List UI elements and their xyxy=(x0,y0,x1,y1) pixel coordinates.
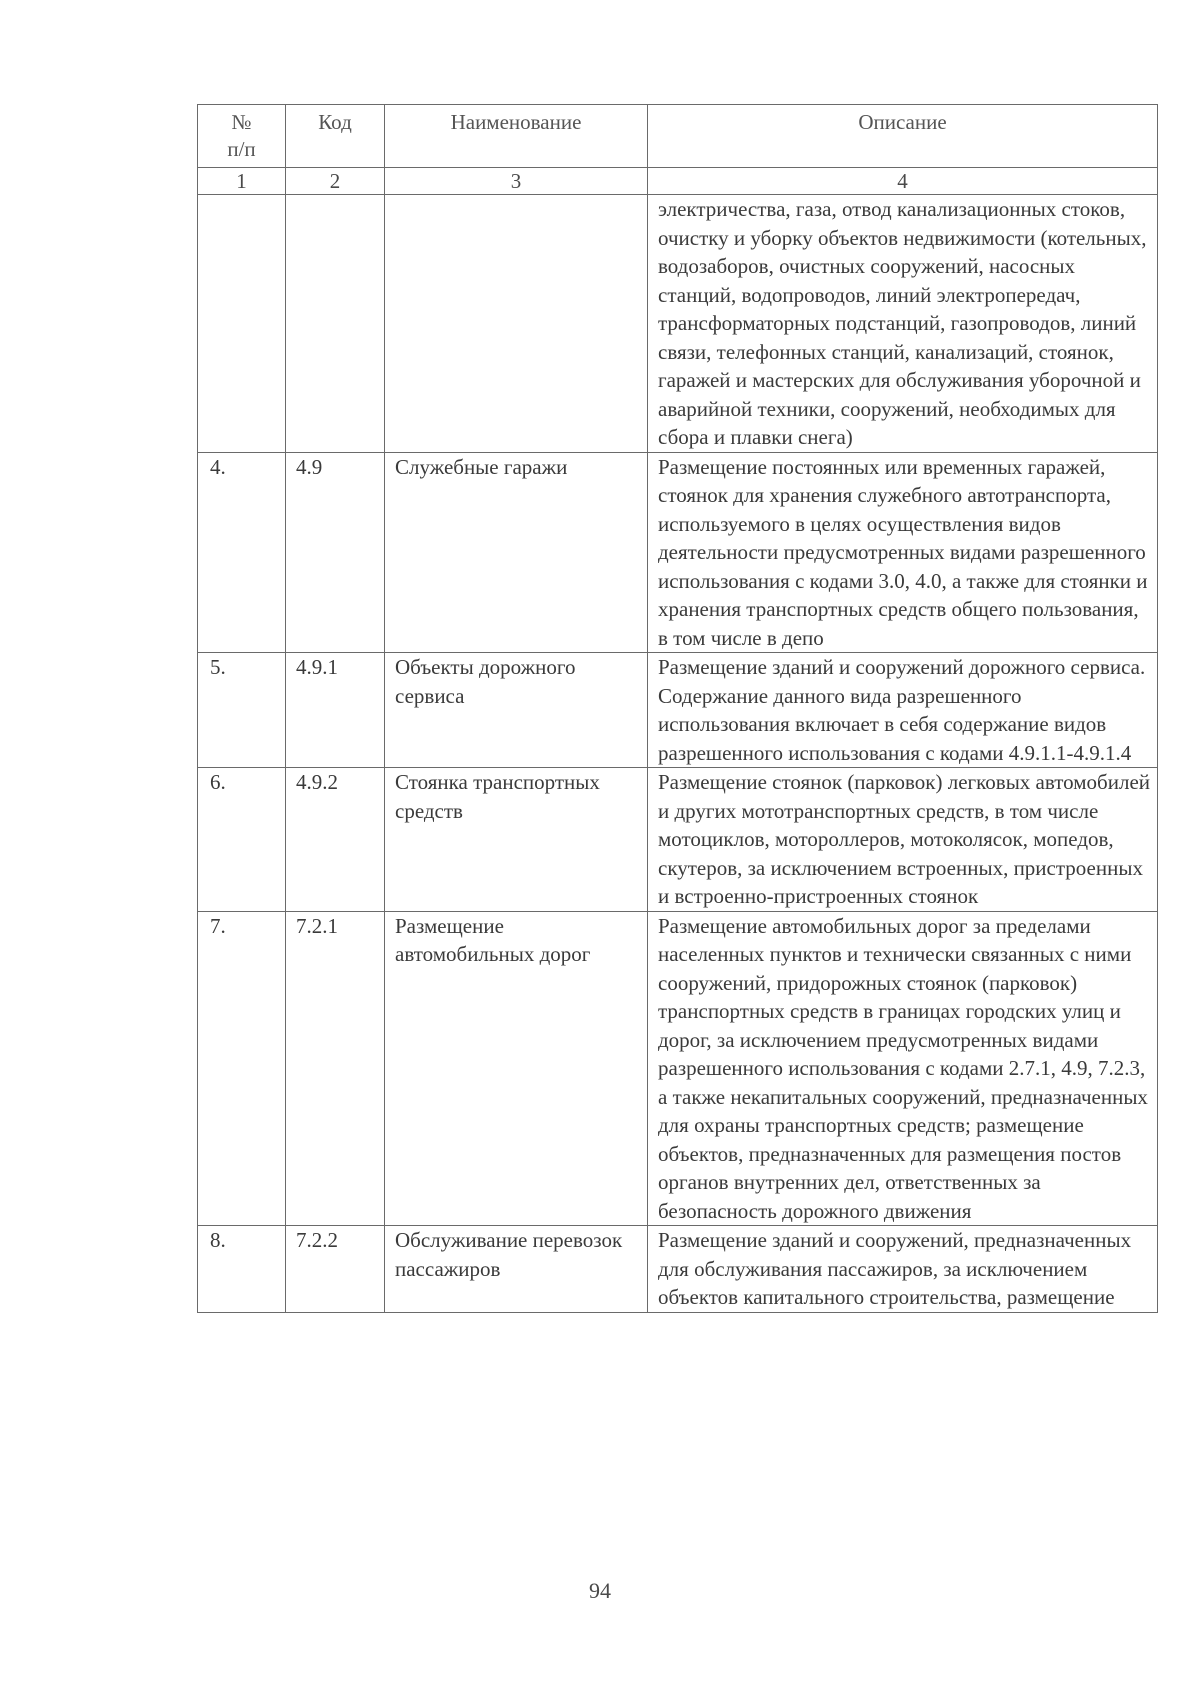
row-name: Объекты дорожного сервиса xyxy=(385,653,648,768)
row-number: 8. xyxy=(198,1226,286,1313)
column-number: 2 xyxy=(286,168,385,195)
table-row xyxy=(198,195,1158,453)
row-name: Обслуживание перевозок пассажиров xyxy=(385,1226,648,1313)
row-code: 7.2.2 xyxy=(286,1226,385,1313)
row-description: Размещение постоянных или временных гаражей, стоянок для хранения служебного автотранспорта, используемого в целях осуществления видов деятельности предусмотренных видами разрешенного использования с кодами 3.0, 4.0, а также для стоянки и хранения транспортных средств общего пользования, в том числе в депо xyxy=(648,452,1158,653)
table-row xyxy=(198,452,1158,653)
row-code: 4.9.2 xyxy=(286,768,385,912)
header-num: № п/п xyxy=(198,105,286,168)
row-description: электричества, газа, отвод канализационных стоков, очистку и уборку объектов недвижимости (котельных, водозаборов, очистных сооружений, насосных станций, водопроводов, линий электропередач, трансформаторных подстанций, газопроводов, линий связи, телефонных станций, канализаций, стоянок, гаражей и мастерских для обслуживания уборочной и аварийной техники, сооружений, необходимых для сбора и плавки снега) xyxy=(648,195,1158,453)
table-row xyxy=(198,911,1158,1226)
row-number: 6. xyxy=(198,768,286,912)
table-row xyxy=(198,1226,1158,1313)
column-number: 4 xyxy=(648,168,1158,195)
row-number xyxy=(198,195,286,453)
header-description: Описание xyxy=(648,105,1158,168)
row-name: Размещение автомобильных дорог xyxy=(385,911,648,1226)
row-code xyxy=(286,195,385,453)
table-row xyxy=(198,653,1158,768)
page-number: 94 xyxy=(589,1578,611,1603)
row-number: 5. xyxy=(198,653,286,768)
header-code: Код xyxy=(286,105,385,168)
row-description: Размещение зданий и сооружений, предназначенных для обслуживания пассажиров, за исключением объектов капитального строительства, размещение xyxy=(648,1226,1158,1313)
row-number: 4. xyxy=(198,452,286,653)
column-number: 3 xyxy=(385,168,648,195)
header-name: Наименование xyxy=(385,105,648,168)
row-code: 4.9.1 xyxy=(286,653,385,768)
land-use-table xyxy=(197,104,1158,1313)
table-row xyxy=(198,768,1158,912)
row-description: Размещение зданий и сооружений дорожного сервиса. Содержание данного вида разрешенного использования включает в себя содержание видов разрешенного использования с кодами 4.9.1.1-4.9.1.4 xyxy=(648,653,1158,768)
row-description: Размещение автомобильных дорог за пределами населенных пунктов и технически связанных с ними сооружений, придорожных стоянок (парковок) транспортных средств в границах городских улиц и дорог, за исключением предусмотренных видами разрешенного использования с кодами 2.7.1, 4.9, 7.2.3, а также некапитальных сооружений, предназначенных для охраны транспортных средств; размещение объектов, предназначенных для размещения постов органов внутренних дел, ответственных за безопасность дорожного движения xyxy=(648,911,1158,1226)
row-name: Служебные гаражи xyxy=(385,452,648,653)
row-number: 7. xyxy=(198,911,286,1226)
row-name: Стоянка транспортных средств xyxy=(385,768,648,912)
row-code: 4.9 xyxy=(286,452,385,653)
row-description: Размещение стоянок (парковок) легковых автомобилей и других мототранспортных средств, в том числе мотоциклов, мотороллеров, мотоколясок, мопедов, скутеров, за исключением встроенных, пристроенных и встроенно-пристроенных стоянок xyxy=(648,768,1158,912)
column-number-row xyxy=(198,168,1158,195)
header-row xyxy=(198,105,1158,168)
row-name xyxy=(385,195,648,453)
row-code: 7.2.1 xyxy=(286,911,385,1226)
column-number: 1 xyxy=(198,168,286,195)
